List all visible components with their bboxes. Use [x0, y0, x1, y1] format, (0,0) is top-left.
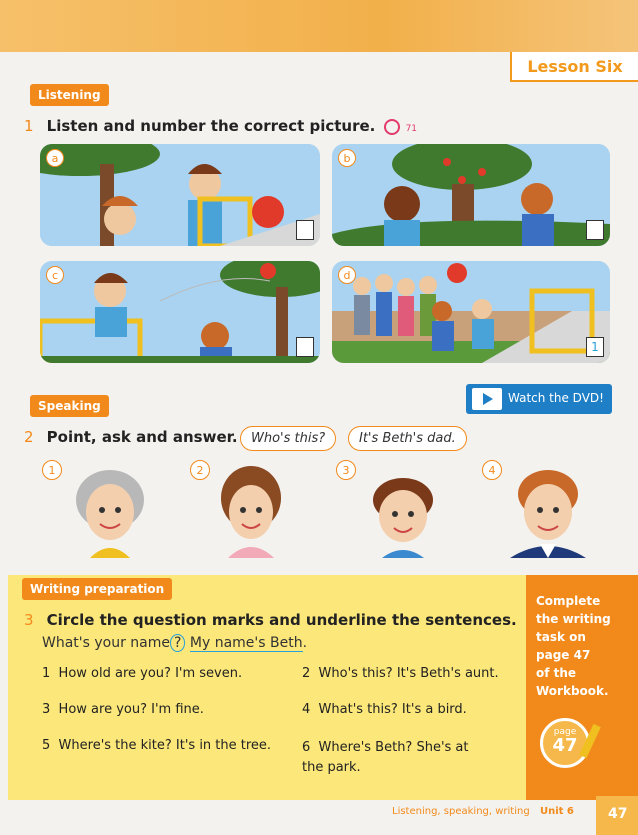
top-banner	[0, 0, 638, 52]
item-number: 4	[302, 702, 311, 717]
face-number: 1	[42, 460, 62, 480]
workbook-page-badge	[540, 718, 590, 768]
scene-d-illustration	[332, 261, 610, 363]
instruction-text: Listen and number the correct picture.	[46, 117, 376, 135]
workbook-line: Complete	[536, 594, 601, 608]
item-6	[302, 738, 472, 778]
writing-tag: Writing preparation	[22, 578, 172, 600]
writing-instruction	[24, 610, 517, 629]
item-text: How old are you? I'm seven.	[58, 666, 243, 681]
picture-letter: c	[46, 266, 64, 284]
picture-letter: d	[338, 266, 356, 284]
item-number: 2	[302, 666, 311, 681]
dvd-label: Watch the DVD!	[508, 391, 604, 405]
picture-b	[332, 144, 610, 246]
lesson-title: Lesson Six	[510, 52, 638, 82]
item-number: 5	[42, 738, 51, 753]
instruction-text: Point, ask and answer.	[46, 428, 238, 446]
face-number: 3	[336, 460, 356, 480]
face-number: 2	[190, 460, 210, 480]
face-grandma	[60, 460, 160, 558]
track-number: 71	[405, 124, 418, 134]
picture-letter: a	[46, 149, 64, 167]
item-text: How are you? I'm fine.	[58, 702, 204, 717]
circled-question-mark: ?	[170, 634, 185, 652]
footer-unit: Unit 6	[540, 806, 574, 817]
listening-tag: Listening	[30, 84, 109, 106]
item-number: 1	[42, 666, 51, 681]
answer-box[interactable]	[586, 220, 604, 240]
scene-b-illustration	[332, 144, 610, 246]
scene-c-illustration	[40, 261, 320, 363]
speech-bubble-answer: It's Beth's dad.	[348, 426, 467, 451]
workbook-line: of the	[536, 666, 577, 680]
exercise-number: 3	[24, 611, 34, 629]
workbook-line: page 47	[536, 648, 591, 662]
listening-instruction	[24, 116, 417, 135]
scene-a-illustration	[40, 144, 320, 246]
item-number: 3	[42, 702, 51, 717]
speaking-instruction	[24, 427, 238, 446]
picture-d	[332, 261, 610, 363]
play-icon	[472, 388, 502, 410]
item-2	[302, 666, 499, 681]
answer-box[interactable]	[296, 220, 314, 240]
item-3	[42, 702, 204, 717]
speech-bubble-question: Who's this?	[240, 426, 336, 451]
picture-letter: b	[338, 149, 356, 167]
picture-c	[40, 261, 320, 363]
item-text: Who's this? It's Beth's aunt.	[318, 666, 499, 681]
page-corner	[596, 796, 638, 835]
item-4	[302, 702, 467, 717]
face-boy	[358, 472, 448, 558]
picture-a	[40, 144, 320, 246]
item-text: What's this? It's a bird.	[318, 702, 467, 717]
watch-dvd-button[interactable]	[466, 384, 612, 414]
badge-number: 47	[552, 735, 578, 756]
item-text: Where's Beth? She's at the park.	[302, 740, 469, 775]
answer-box[interactable]	[296, 337, 314, 357]
instruction-text: Circle the question marks and underline the sentences.	[46, 611, 517, 629]
item-1	[42, 666, 242, 681]
face-dad	[500, 464, 596, 558]
face-number: 4	[482, 460, 502, 480]
item-text: Where's the kite? It's in the tree.	[58, 738, 272, 753]
example-sentence	[42, 634, 307, 652]
workbook-line: Workbook.	[536, 684, 609, 698]
exercise-number: 2	[24, 428, 34, 446]
workbook-note	[536, 592, 611, 700]
footer-skills: Listening, speaking, writing	[392, 806, 530, 817]
example-question: What's your name	[42, 635, 171, 651]
answer-box[interactable]: 1	[586, 337, 604, 357]
workbook-line: the writing	[536, 612, 611, 626]
workbook-line: task on	[536, 630, 586, 644]
example-period: .	[302, 635, 308, 651]
item-5	[42, 738, 271, 753]
underlined-answer: My name's Beth	[189, 635, 303, 651]
face-girl	[206, 460, 296, 558]
speaking-tag: Speaking	[30, 395, 109, 417]
page-number: 47	[608, 806, 628, 822]
exercise-number: 1	[24, 117, 34, 135]
item-number: 6	[302, 740, 311, 755]
cd-icon	[384, 119, 400, 135]
badge-word: page	[553, 727, 577, 737]
